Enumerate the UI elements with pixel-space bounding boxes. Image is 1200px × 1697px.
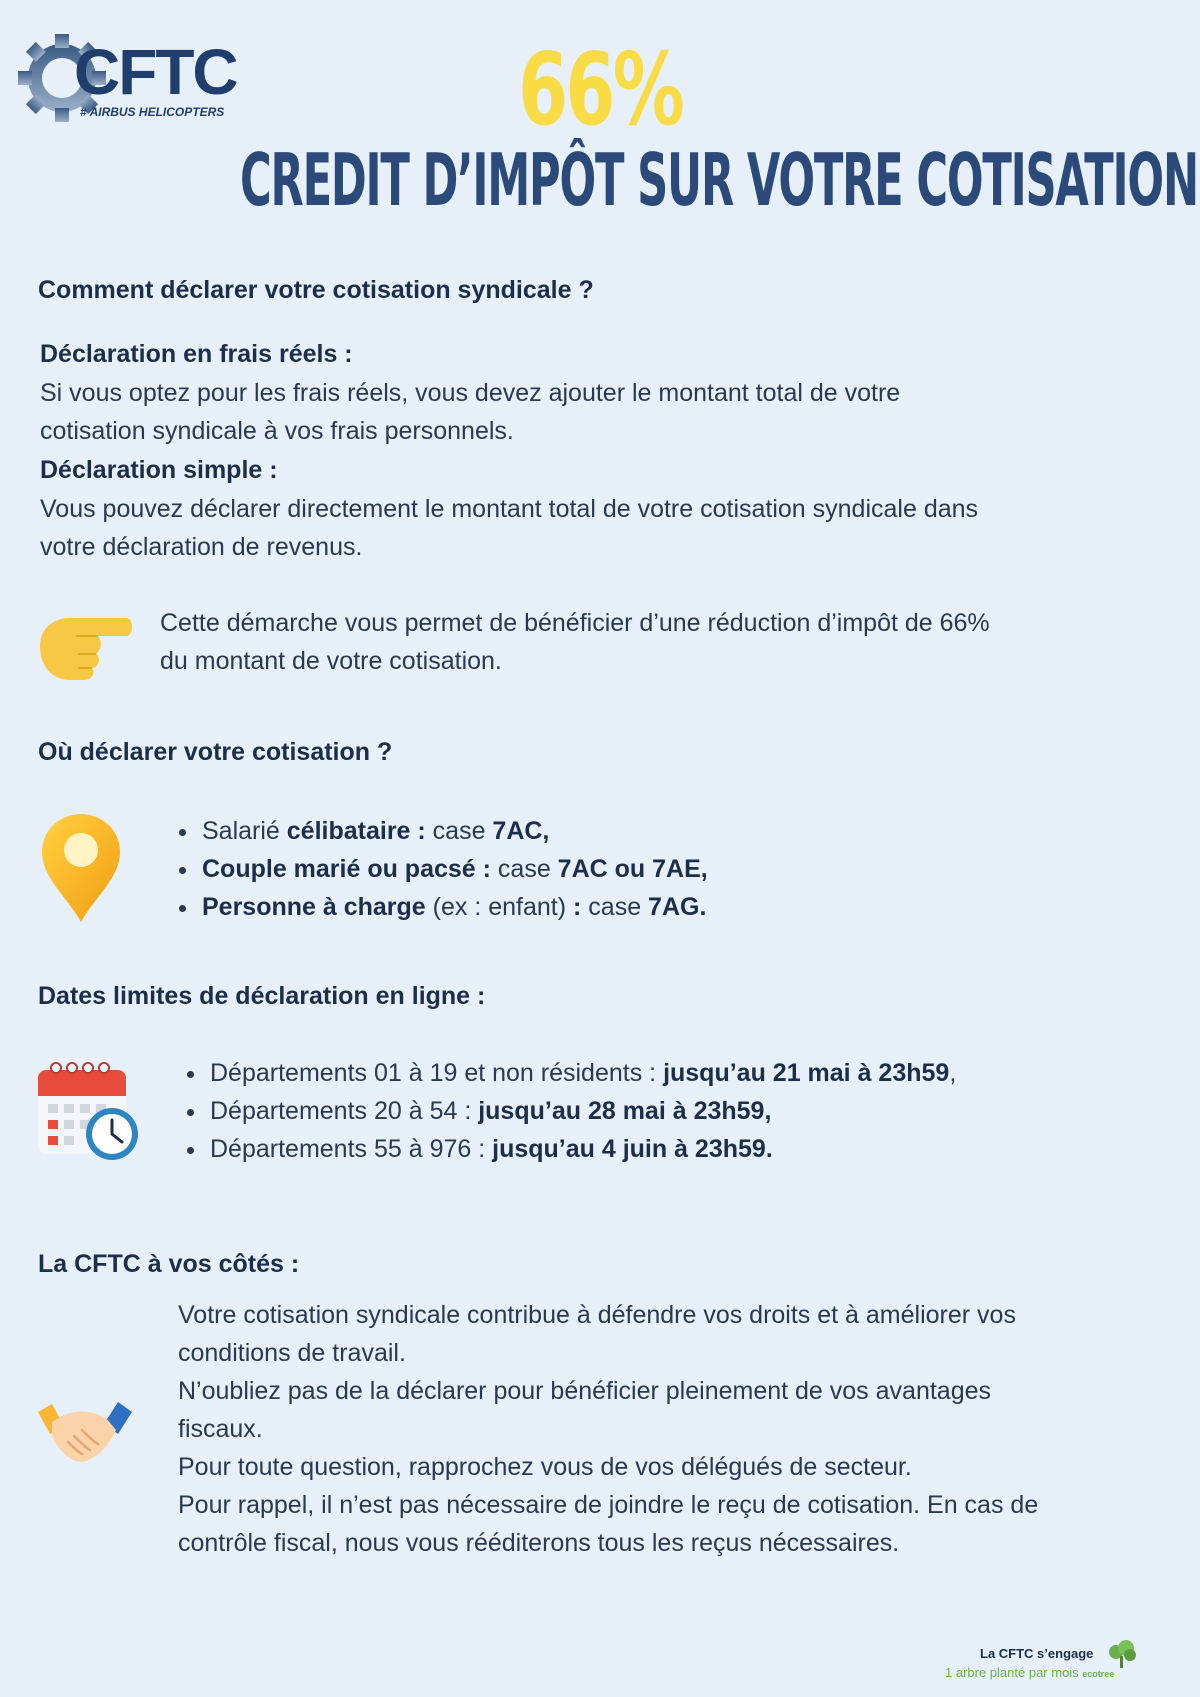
text-line: contrôle fiscal, nous vous rééditerons tous les reçus nécessaires.: [178, 1529, 900, 1557]
section-heading-how: Comment déclarer votre cotisation syndicale ?: [38, 276, 594, 304]
reduction-note: [160, 604, 990, 680]
declaration-simple-text: [40, 490, 978, 566]
calendar-clock-icon: [36, 1060, 142, 1164]
list-item: • Salarié célibataire : case 7AC,: [200, 812, 708, 850]
note-line: Cette démarche vous permet de bénéficier d’une réduction d’impôt de 66%: [160, 609, 990, 637]
section-heading-where: Où déclarer votre cotisation ?: [38, 738, 393, 766]
handshake-icon: [38, 1396, 132, 1466]
footer-engagement: La CFTC s’engage: [980, 1646, 1094, 1661]
list-item: • Départements 55 à 976 : jusqu’au 4 juin à 23h59.: [208, 1130, 956, 1168]
list-item: • Départements 20 à 54 : jusqu’au 28 mai à 23h59,: [208, 1092, 956, 1130]
text-line: fiscaux.: [178, 1415, 263, 1443]
logo-name: CFTC: [74, 36, 237, 108]
text-line: Pour toute question, rapprochez vous de vos délégués de secteur.: [178, 1453, 912, 1481]
percent-headline: 66%: [518, 31, 682, 148]
section-heading-dates: Dates limites de déclaration en ligne :: [38, 982, 486, 1010]
simple-text-line: votre déclaration de revenus.: [40, 533, 363, 561]
cftc-support-text: [178, 1296, 1038, 1562]
section-heading-cftc: La CFTC à vos côtés :: [38, 1250, 300, 1278]
text-line: Votre cotisation syndicale contribue à défendre vos droits et à améliorer vos: [178, 1301, 1016, 1329]
logo-subtitle: # AIRBUS HELICOPTERS: [80, 105, 225, 119]
text-line: N’oubliez pas de la déclarer pour bénéficier pleinement de vos avantages: [178, 1377, 992, 1405]
list-item: • Départements 01 à 19 et non résidents : jusqu’au 21 mai à 23h59,: [208, 1054, 956, 1092]
frais-text-line: cotisation syndicale à vos frais personnels.: [40, 417, 514, 445]
simple-text-line: Vous pouvez déclarer directement le montant total de votre cotisation syndicale dans: [40, 495, 979, 523]
list-item: • Couple marié ou pacsé : case 7AC ou 7AE,: [200, 850, 708, 888]
tree-icon: [1106, 1640, 1138, 1670]
list-item: • Personne à charge (ex : enfant) : case 7AG.: [200, 888, 708, 926]
deadline-list: [184, 1054, 956, 1168]
text-line: conditions de travail.: [178, 1339, 406, 1367]
frais-text-line: Si vous optez pour les frais réels, vous devez ajouter le montant total de votre: [40, 379, 901, 407]
frais-reels-text: [40, 374, 900, 450]
footer-tree-note: 1 arbre planté par mois ecotree: [945, 1665, 1115, 1680]
text-line: Pour rappel, il n’est pas nécessaire de joindre le reçu de cotisation. En cas de: [178, 1491, 1039, 1519]
declaration-simple-label: Déclaration simple :: [40, 456, 278, 484]
case-list: [176, 812, 708, 926]
ecotree-brand: ecotree: [1082, 1669, 1115, 1679]
page-title: CREDIT D’IMPÔT SUR VOTRE COTISATION: [240, 138, 1198, 222]
note-line: du montant de votre cotisation.: [160, 647, 502, 675]
pointing-hand-icon: [36, 606, 136, 682]
location-pin-icon: [38, 812, 124, 924]
frais-reels-label: Déclaration en frais réels :: [40, 340, 353, 368]
